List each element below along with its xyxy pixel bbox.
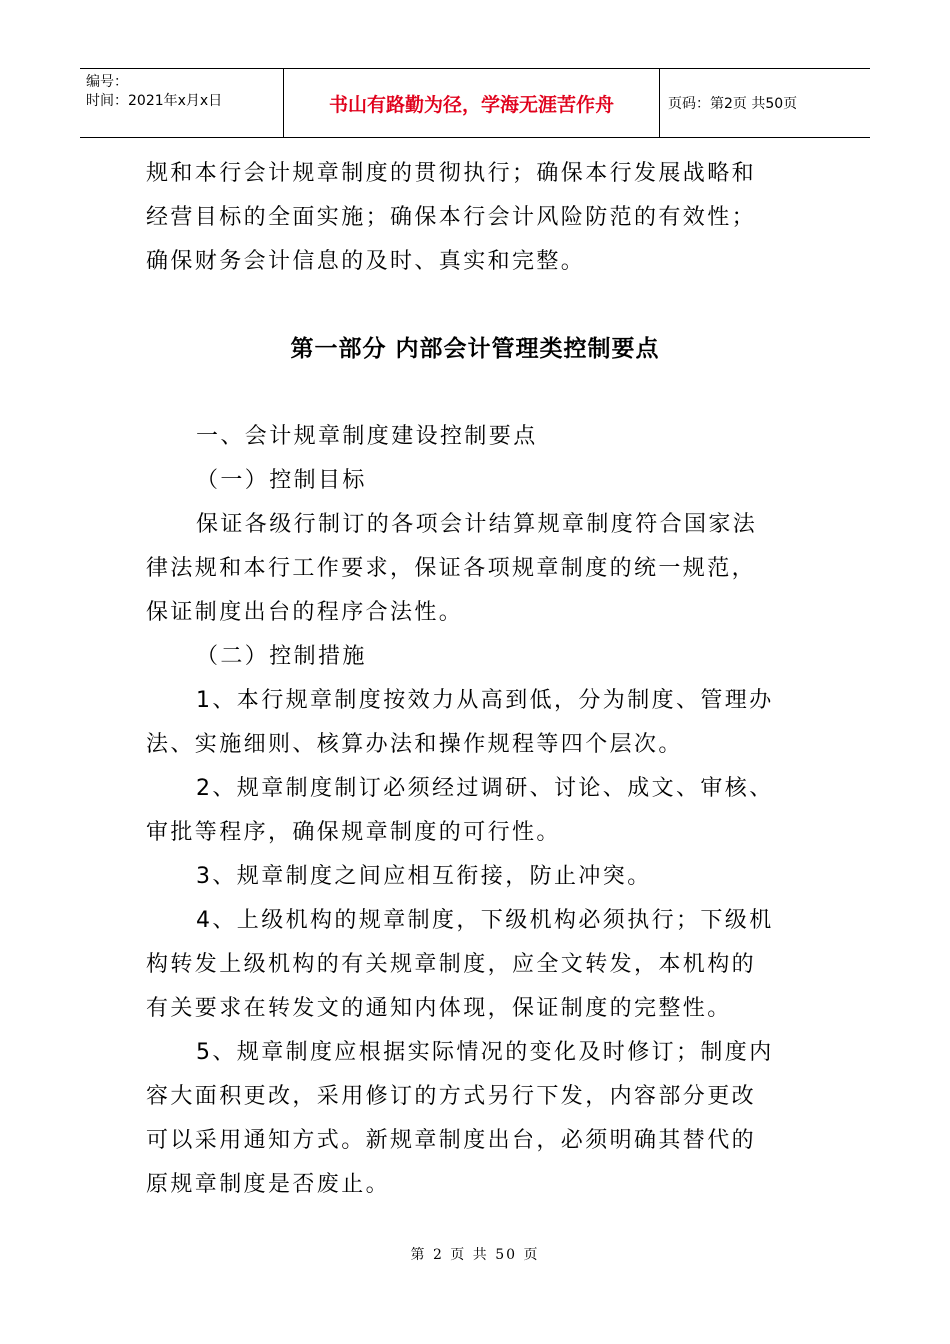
text-line: 3、规章制度之间应相互衔接，防止冲突。 — [196, 864, 652, 889]
text-line: 保证制度出台的程序合法性。 — [146, 600, 464, 625]
text-line: 法、实施细则、核算办法和操作规程等四个层次。 — [146, 732, 683, 757]
header-meta — [80, 69, 283, 137]
page-header — [80, 68, 870, 138]
text-line: 5、规章制度应根据实际情况的变化及时修订；制度内 — [196, 1040, 774, 1065]
intro-paragraph — [146, 152, 808, 284]
part-heading: 第一部分 内部会计管理类控制要点 — [290, 336, 660, 362]
text-line: 确保财务会计信息的及时、真实和完整。 — [146, 249, 586, 274]
text-line: 规和本行会计规章制度的贯彻执行；确保本行发展战略和 — [146, 161, 757, 186]
section-body — [146, 415, 808, 1207]
text-line: 律法规和本行工作要求，保证各项规章制度的统一规范， — [146, 556, 757, 581]
number-label: 编号： — [86, 74, 128, 90]
text-line: 经营目标的全面实施；确保本行会计风险防范的有效性； — [146, 205, 757, 230]
subsection-goal-title: （一）控制目标 — [196, 468, 367, 493]
subsection-measures-title: （二）控制措施 — [196, 644, 367, 669]
header-page-info: 页码：第2页 共50页 — [668, 96, 798, 112]
text-line: 保证各级行制订的各项会计结算规章制度符合国家法 — [196, 512, 758, 537]
header-motto: 书山有路勤为径，学海无涯苦作舟 — [283, 69, 660, 137]
section-title: 一、会计规章制度建设控制要点 — [196, 424, 538, 449]
text-line: 4、上级机构的规章制度，下级机构必须执行；下级机 — [196, 908, 774, 933]
time-label: 时间：2021年x月x日 — [86, 93, 223, 109]
text-line: 原规章制度是否废止。 — [146, 1172, 391, 1197]
text-line: 1、本行规章制度按效力从高到低，分为制度、管理办 — [196, 688, 774, 713]
text-line: 审批等程序，确保规章制度的可行性。 — [146, 820, 561, 845]
text-line: 可以采用通知方式。新规章制度出台，必须明确其替代的 — [146, 1128, 757, 1153]
text-line: 构转发上级机构的有关规章制度，应全文转发，本机构的 — [146, 952, 757, 977]
text-line: 有关要求在转发文的通知内体现，保证制度的完整性。 — [146, 996, 732, 1021]
text-line: 2、规章制度制订必须经过调研、讨论、成文、审核、 — [196, 776, 774, 801]
text-line: 容大面积更改，采用修订的方式另行下发，内容部分更改 — [146, 1084, 757, 1109]
page-footer: 第 2 页 共 50 页 — [410, 1247, 540, 1263]
